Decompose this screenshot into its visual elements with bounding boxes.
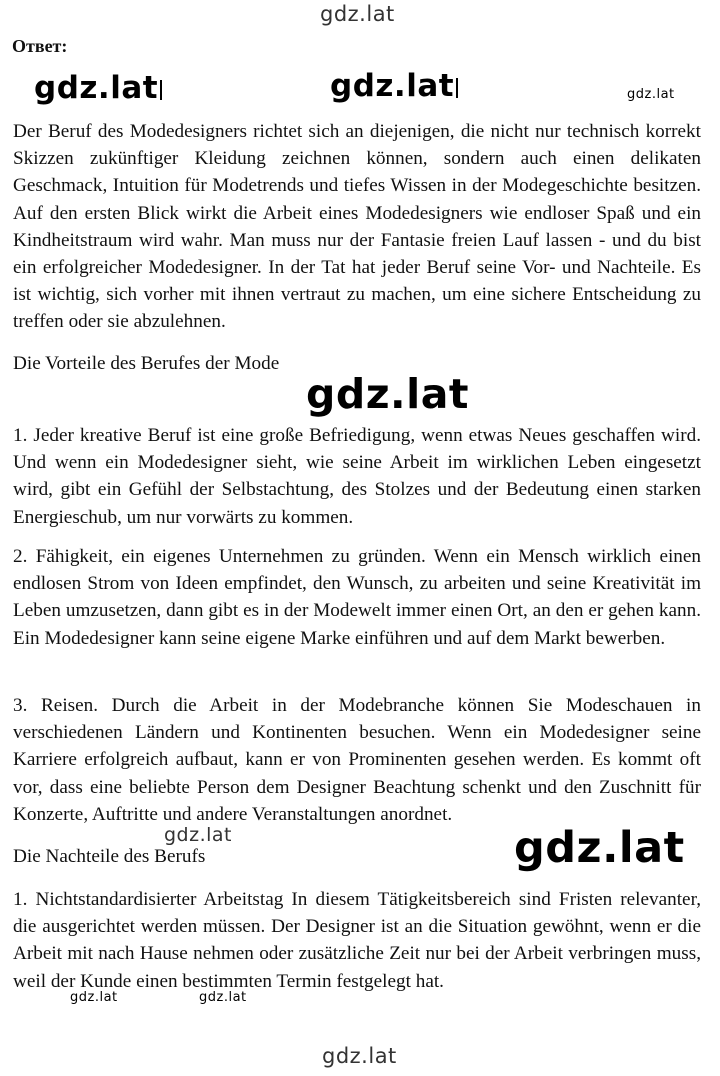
advantages-heading: Die Vorteile des Berufes der Mode xyxy=(13,353,280,374)
disadvantages-heading: Die Nachteile des Berufs xyxy=(13,846,206,867)
watermark-large-center: gdz.lat xyxy=(330,68,458,104)
answer-label: Ответ: xyxy=(12,36,68,56)
watermark-small-right: gdz.lat xyxy=(627,87,675,102)
watermark-mid-left: gdz.lat xyxy=(164,824,233,846)
watermark-tiny-1: gdz.lat xyxy=(70,990,118,1005)
watermark-xl-right: gdz.lat xyxy=(514,823,685,873)
watermark-top: gdz.lat xyxy=(320,2,395,26)
disadvantage-1: 1. Nichtstandardisierter Arbeitstag In diesem Tätigkeitsbereich sind Fristen relevanter, die ausgerichtet werden müssen. Der Designer ist an die Situation gewöhnt, wenn er die Arbeit mit nach Hause nehmen oder zusätzliche Zeit nur bei der Arbeit verbringen muss, weil der Kunde einen bestimmten Termin festgelegt hat. xyxy=(13,889,701,992)
advantage-2: 2. Fähigkeit, ein eigenes Unternehmen zu gründen. Wenn ein Mensch wirklich einen endlosen Strom von Ideen empfindet, den Wunsch, zu arbeiten und seine Kreativität im Leben umzusetzen, dann gibt es in der Modewelt immer einen Ort, an den er gehen kann. Ein Modedesigner kann seine eigene Marke einführen und auf dem Markt bewerben. xyxy=(13,546,701,649)
intro-paragraph: Der Beruf des Modedesigners richtet sich an diejenigen, die nicht nur technisch korrekt Skizzen zukünftiger Kleidung zeichnen können, sondern auch einen delikaten Geschmack, Intuition für Modetrends und tiefes Wissen in der Modegeschichte besitzen. Auf den ersten Blick wirkt die Arbeit eines Modedesigners wie endloser Spaß und ein Kindheitstraum wird wahr. Man muss nur der Fantasie freien Lauf lassen - und du bist ein erfolgreicher Modedesigner. In der Tat hat jeder Beruf seine Vor- und Nachteile. Es ist wichtig, sich vorher mit ihnen vertraut zu machen, um eine sichere Entscheidung zu treffen oder sie abzulehnen. xyxy=(13,121,701,333)
watermark-bottom: gdz.lat xyxy=(322,1044,397,1068)
watermark-xl-middle: gdz.lat xyxy=(306,370,469,418)
watermark-tiny-2: gdz.lat xyxy=(199,990,247,1005)
advantage-1: 1. Jeder kreative Beruf ist eine große Befriedigung, wenn etwas Neues geschaffen wird. Und wenn ein Modedesigner sieht, wie seine Arbeit im wirklichen Leben eingesetzt wird, gibt ein Gefühl der Selbstachtung, des Stolzes und der Bedeutung einen starken Energieschub, um nur vorwärts zu kommen. xyxy=(13,425,701,528)
watermark-large-left: gdz.lat xyxy=(34,70,162,106)
advantage-3: 3. Reisen. Durch die Arbeit in der Modebranche können Sie Modeschauen in verschiedenen Ländern und Kontinenten besuchen. Wenn ein Modedesigner seine Karriere erfolgreich aufbaut, kann er von Prominenten gesehen werden. Es kommt oft vor, dass eine beliebte Person dem Designer Beachtung schenkt und den Zuschnitt für Konzerte, Auftritte und andere Veranstaltungen anordnet. xyxy=(13,695,701,825)
